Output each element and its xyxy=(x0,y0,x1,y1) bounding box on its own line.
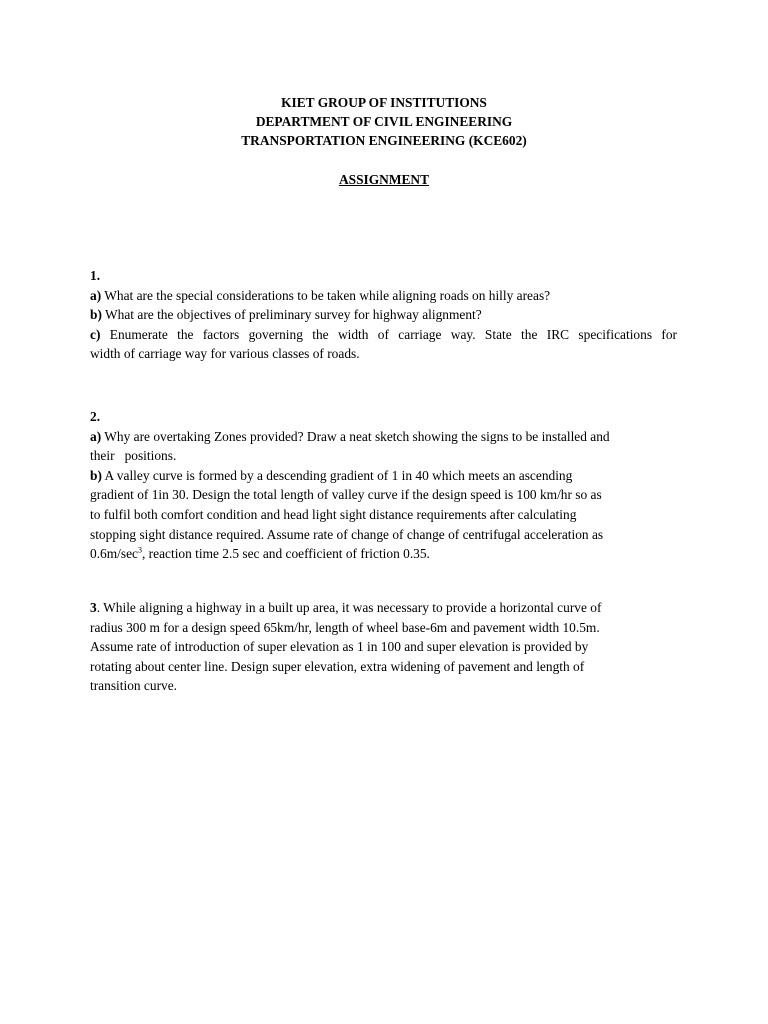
question-2b-text-5-pre: 0.6m/sec xyxy=(90,546,138,562)
question-3-text-3: Assume rate of introduction of super elevation as 1 in 100 and super elevation is provided by xyxy=(90,639,589,655)
question-1b-label: b) xyxy=(90,307,102,323)
question-2 xyxy=(90,407,677,564)
assignment-title: ASSIGNMENT xyxy=(338,172,430,187)
question-3-number: 3 xyxy=(90,600,97,615)
question-1 xyxy=(90,266,677,364)
question-2b-line-1 xyxy=(90,466,677,486)
question-1a-text: What are the special considerations to be taken while aligning roads on hilly areas? xyxy=(104,287,551,303)
question-2b-text-5-post: , reaction time 2.5 sec and coefficient of friction 0.35. xyxy=(141,546,430,562)
course-title: TRANSPORTATION ENGINEERING (KCE602) xyxy=(241,133,527,148)
question-3-text-1: . While aligning a highway in a built up area, it was necessary to provide a horizontal curve of xyxy=(96,600,602,615)
question-1b-text: What are the objectives of preliminary survey for highway alignment? xyxy=(105,307,482,323)
question-2a-text-2: their positions. xyxy=(90,448,177,464)
question-1c-line-1 xyxy=(90,325,677,345)
question-3-text-5: transition curve. xyxy=(90,678,178,694)
question-1b xyxy=(90,305,677,325)
question-2b-text-3: to fulfil both comfort condition and head light sight distance requirements after calculating xyxy=(90,506,577,522)
question-1a-label: a) xyxy=(90,287,102,303)
question-1-number: 1. xyxy=(90,268,101,283)
question-2a-text-1: Why are overtaking Zones provided? Draw a neat sketch showing the signs to be installed and xyxy=(104,428,610,444)
question-2a-line-1 xyxy=(90,427,677,447)
question-2b-label: b) xyxy=(90,467,102,483)
question-1c-label: c) xyxy=(90,326,101,342)
question-2b-text-2: gradient of 1in 30. Design the total length of valley curve if the design speed is 100 km/hr so as xyxy=(90,487,602,503)
question-2-number: 2. xyxy=(90,409,101,424)
question-2b-exponent: 3 xyxy=(137,545,142,555)
question-3 xyxy=(90,598,677,696)
question-3-text-4: rotating about center line. Design super elevation, extra widening of pavement and length of xyxy=(90,658,585,674)
question-2b-line-5 xyxy=(90,544,677,564)
question-1c-text-1: Enumerate the factors governing the width of carriage way. State the IRC specifications for xyxy=(109,326,677,342)
question-1c-text-2: width of carriage way for various classes of roads. xyxy=(90,346,360,362)
institution-name: KIET GROUP OF INSTITUTIONS xyxy=(281,95,487,110)
question-1a xyxy=(90,286,677,306)
document-header xyxy=(0,93,768,150)
question-3-text-2: radius 300 m for a design speed 65km/hr, length of wheel base-6m and pavement width 10.5m. xyxy=(90,619,600,635)
question-2a-label: a) xyxy=(90,428,102,444)
question-2b-text-4: stopping sight distance required. Assume rate of change of change of centrifugal acceleration as xyxy=(90,526,604,542)
question-3-line-1 xyxy=(90,598,677,618)
department-name: DEPARTMENT OF CIVIL ENGINEERING xyxy=(255,114,513,129)
question-2b-text-1: A valley curve is formed by a descending gradient of 1 in 40 which meets an ascending xyxy=(104,467,573,483)
